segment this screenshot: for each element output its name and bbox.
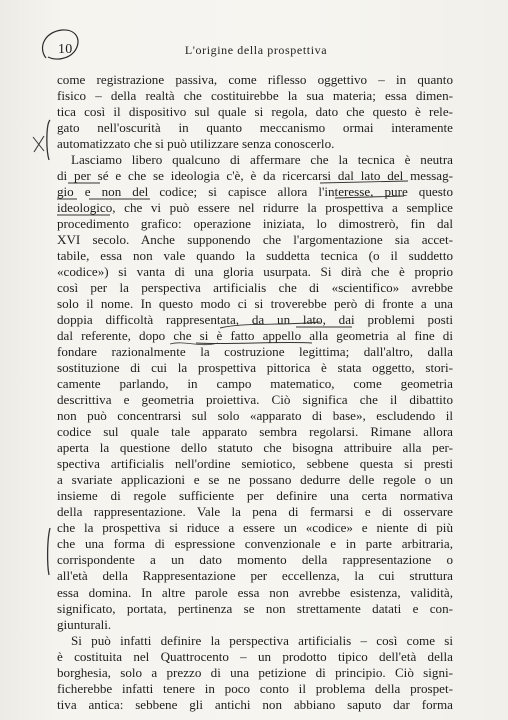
text-line: Lasciamo libero qualcuno di affermare che la tecnica è neutra [71,152,453,168]
text-line: fisico – della realtà che costituirebbe la sua materia; essa dimen- [57,88,453,104]
text-line: tiva antica: sebbene gli antichi non abbiano saputo dar forma [57,696,453,712]
text-line: borghesia, solo a prezzo di una petizione di principio. Ciò signi- [57,664,453,680]
text-line: essa domina. In altre parole essa non avrebbe esistenza, validità, [57,584,453,600]
page-number: 10 [58,42,73,57]
page-header [56,38,456,58]
text-line: dal referente, dopo che si è fatto appello alla geometria al fine di [57,328,453,344]
text-line: spectiva artificialis nell'ordine semiotico, sebbene questa si presti [57,456,453,472]
text-line: aperta la questione dello statuto che bisogna attribuire alla per- [57,440,453,456]
text-line: doppia difficoltà rappresentata, da un lato, dai problemi posti [57,312,453,328]
text-line: camente parlando, in campo matematico, come geometria [57,376,453,392]
text-line: Si può infatti definire la perspectiva artificialis – così come si [71,632,453,648]
text-line: all'età della Rappresentazione per eccellenza, la cui struttura [57,568,453,584]
text-line: che una forma di espressione convenzionale e in parte arbitraria, [57,536,453,552]
running-title: L'origine della prospettiva [184,43,328,57]
text-line: così per la perspectiva artificialis che di «scientifico» avrebbe [57,280,453,296]
text-line: a svariate applicazioni e se ne possano dedurre delle regole o un [57,472,453,488]
text-line: come registrazione passiva, come riflesso oggettivo – in quanto [57,72,453,87]
margin-x-mark [33,136,44,152]
text-line: insieme di regole sufficiente per definire una certa normativa [57,488,453,504]
text-line: tabile, essa non vale quando la suddetta tecnica (o il suddetto [57,248,453,264]
text-line: solo il nome. In questo modo ci si troverebbe però di fronte a una [57,296,453,312]
text-line: tica così il dispositivo sul quale si regola, dato che questo è rele- [57,104,453,120]
text-line: che la prospettiva si riduce a essere un «codice» e niente di più [57,520,453,536]
text-line: è costituita nel Quattrocento – un prodotto tipico dell'età della [57,648,453,664]
text-line: sostituzione di cui la prospettiva pittorica è stata oggetto, stori- [57,360,453,376]
text-line: automatizzato che si può utilizzare senza conoscerlo. [57,136,335,152]
text-line: gio e non del codice; si capisce allora l'interesse, pure questo [57,184,453,200]
margin-bracket-bottom [48,528,50,575]
text-line: ficherebbe infatti tenere in poco conto il problema della prospet- [57,680,453,696]
text-line: XVI secolo. Anche supponendo che l'argomentazione sia accet- [57,232,453,248]
text-line: procedimento grafico: operazione iniziata, lo dimostrerò, fin dal [57,216,453,232]
text-line: non può concentrarsi sul solo «apparato di base», escludendo il [57,408,453,424]
text-line: della rappresentazione. Vale la pena di fermarsi e di osservare [57,504,453,520]
text-line: codice sul quale tale apparato sembra regolarsi. Rimane allora [57,424,453,440]
text-line: ideologico, che vi può essere nel ridurre la prospettiva a semplice [57,200,453,216]
text-line: gato nell'oscurità in quanto meccanismo ormai interamente [57,120,453,136]
margin-bracket-top [47,120,50,160]
text-line: corrispondente a un dato momento della rappresentazione o [57,552,453,568]
text-line: di per sé e che se ideologia c'è, è da ricercarsi dal lato del messag- [57,168,453,184]
text-line: descrittiva e geometria proiettiva. Ciò significa che il dibattito [57,392,453,408]
text-line: «codice») si vanta di una gloria usurpata. Si dirà che è proprio [57,264,453,280]
body-text [57,72,453,713]
text-line: giunturali. [57,616,112,632]
text-line: significato, portata, pertinenza se non strettamente datati e con- [57,600,453,616]
text-line: fondare razionalmente la costruzione legittima; dall'altro, dalla [57,344,453,360]
